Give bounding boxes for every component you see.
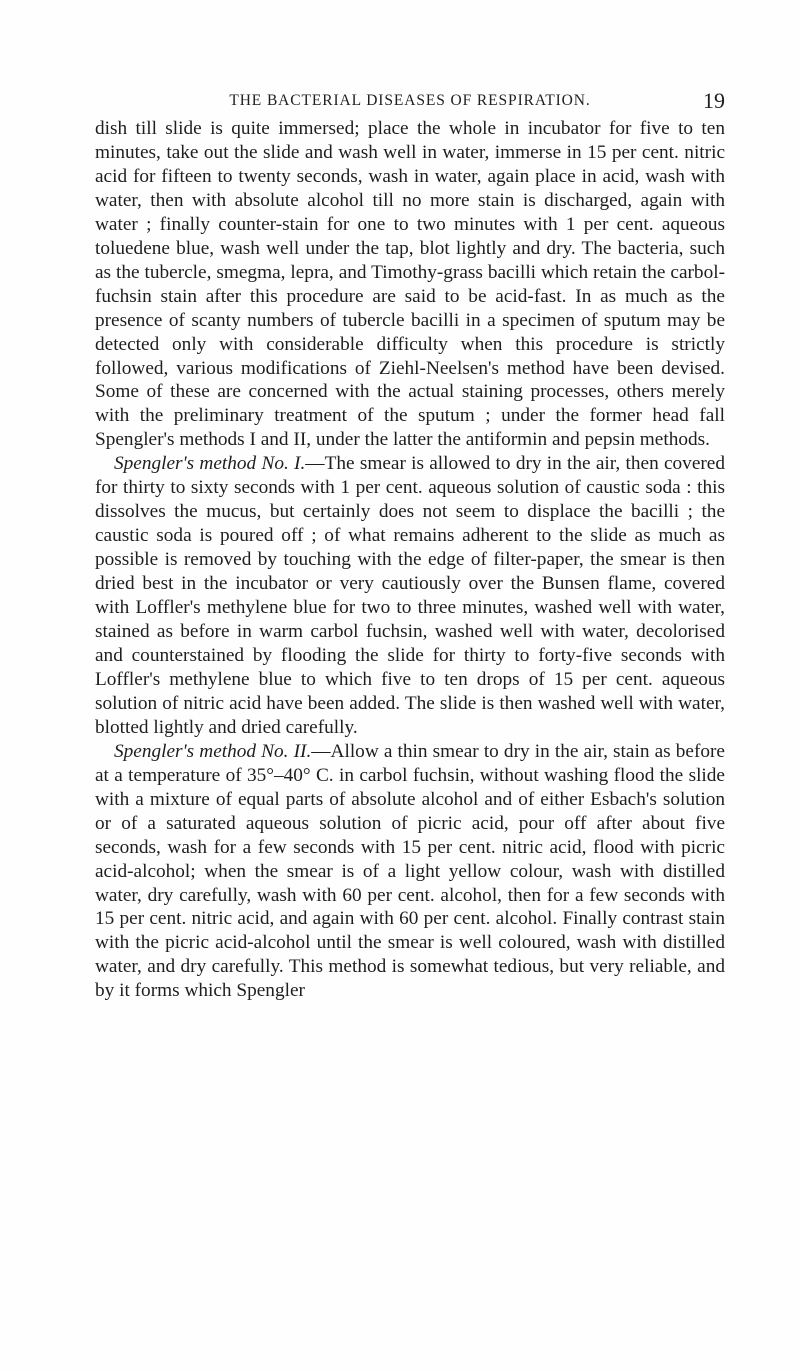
paragraph-text: —The smear is allowed to dry in the air, then covered for thirty to sixty seconds with 1 per cent. aqueous solution of caustic soda : this dissolves the mucus, but certainly does not seem to displace the bacilli ; the caustic soda is poured off ; of what remains adherent to the slide as much as possible is removed by touching with the edge of filter-paper, the smear is then dried best in the incubator or very cautiously over the Bunsen flame, covered with Loffler's methylene blue for two to three minutes, washed well with water, stained as before in warm carbol fuchsin, washed well with water, decolorised and counterstained by flooding the slide for thirty to forty-five seconds with Loffler's methylene blue to which five to ten drops of 15 per cent. aqueous solution of nitric acid have been added. The slide is then washed well with water, blotted lightly and dried carefully. [95, 453, 725, 738]
paragraph-text: —Allow a thin smear to dry in the air, stain as before at a temperature of 35°–40° C. in carbol fuchsin, without washing flood the slide with a mixture of equal parts of absolute alcohol and of either Esbach's solution or of a saturated aqueous solution of picric acid, pour off after about five seconds, wash for a few seconds with 15 per cent. nitric acid, flood with picric acid-alcohol; when the smear is of a light yellow colour, wash with distilled water, dry carefully, wash with 60 per cent. alcohol, then for a few seconds with 15 per cent. nitric acid, and again with 60 per cent. alcohol. Finally contrast stain with the picric acid-alcohol until the smear is well coloured, wash with distilled water, and dry carefully. This method is somewhat tedious, but very reliable, and by it forms which Spengler [95, 740, 725, 1002]
paragraph-spengler-method-1 [95, 452, 725, 739]
paragraph-spengler-method-2 [95, 740, 725, 1003]
section-heading: Spengler's method No. I. [114, 453, 306, 475]
running-head [95, 88, 725, 114]
body-text [95, 117, 725, 1003]
paragraph-text: dish till slide is quite immersed; place the whole in incubator for five to ten minutes, take out the slide and wash well in water, immerse in 15 per cent. nitric acid for fifteen to twenty seconds, wash in water, again place in acid, wash with water, then with absolute alcohol till no more stain is discharged, again with water ; finally counter-stain for one to two minutes with 1 per cent. aqueous toluedene blue, wash well under the tap, blot lightly and dry. The bacteria, such as the tubercle, smegma, lepra, and Timothy-grass bacilli which retain the carbol-fuchsin stain after this procedure are said to be acid-fast. In as much as the presence of scanty numbers of tubercle bacilli in a specimen of sputum may be detected only with considerable difficulty when this procedure is strictly followed, various modifications of Ziehl-Neelsen's method have been devised. Some of these are concerned with the actual staining processes, others merely with the preliminary treatment of the sputum ; under the former head fall Spengler's methods I and II, under the latter the antiformin and pepsin methods. [95, 118, 725, 451]
page-number: 19 [703, 88, 725, 113]
paragraph-continuation [95, 117, 725, 452]
section-heading: Spengler's method No. II. [114, 740, 312, 762]
running-title: THE BACTERIAL DISEASES OF RESPIRATION. [229, 92, 591, 109]
